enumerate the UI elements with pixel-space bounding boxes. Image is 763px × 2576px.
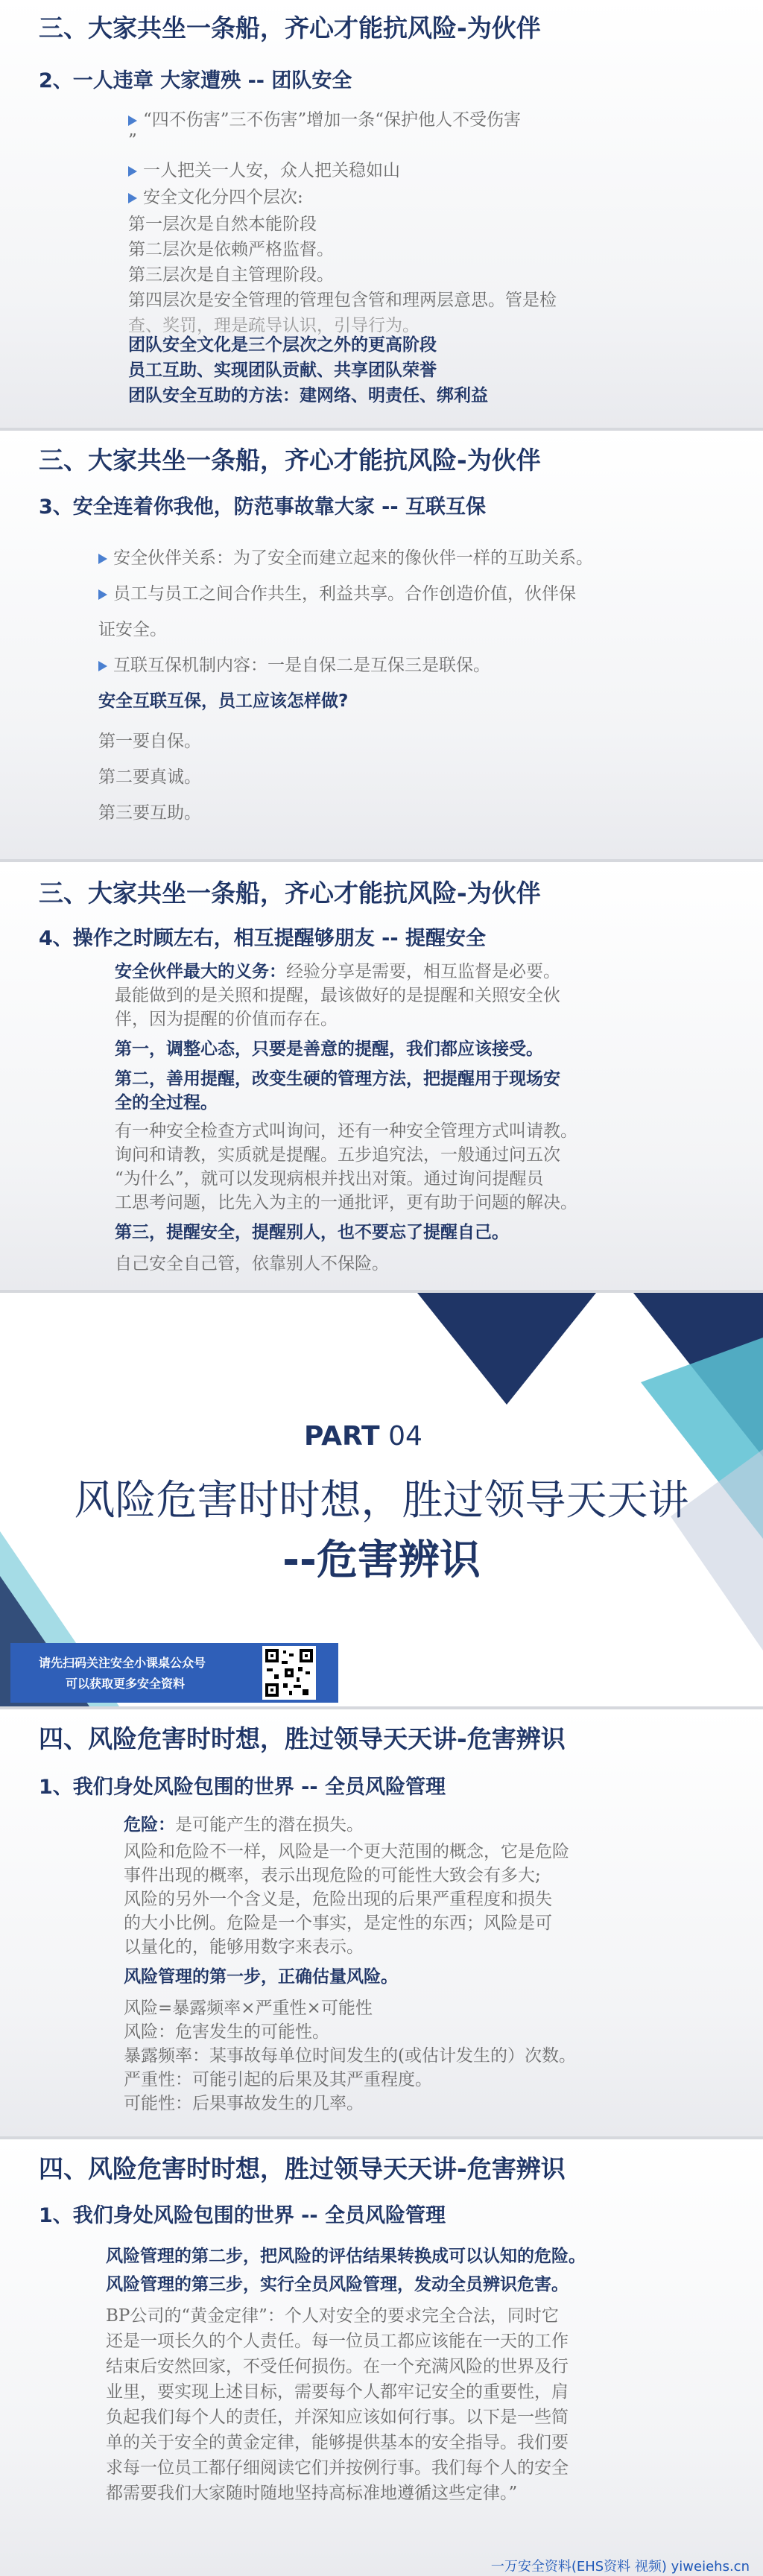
- bullet-line: 安全文化分四个层次:: [128, 183, 303, 208]
- text-line: 危险：是可能产生的潜在损失。: [124, 1814, 364, 1835]
- text-line: 结束后安然回家，不受任何损伤。在一个充满风险的世界及行: [106, 2357, 569, 2376]
- arrow-bullet-icon: [128, 166, 137, 177]
- text-line: 第三层次是自主管理阶段。: [128, 265, 334, 285]
- emphasis-line: 团队安全文化是三个层次之外的更高阶段: [128, 335, 437, 355]
- emphasis-line: 风险管理的第一步，正确估量风险。: [124, 1967, 398, 1987]
- text-line: 都需要我们大家随时随地坚持高标准地遵循这些定律。”: [106, 2484, 518, 2503]
- text-line: 查、奖罚，理是疏导认识，引导行为。: [128, 316, 420, 335]
- bullet-line: “四不伤害”三不伤害”增加一条“保护他人不受伤害: [128, 106, 521, 130]
- text-line: 第二要真诚。: [98, 768, 201, 787]
- slide-subtitle: 1、我们身处风险包围的世界 -- 全员风险管理: [39, 2204, 446, 2227]
- emphasis-line: 第二，善用提醒，改变生硬的管理方法，把提醒用于现场安: [115, 1069, 560, 1089]
- slide-subtitle: 3、安全连着你我他，防范事故靠大家 -- 互联互保: [39, 496, 486, 519]
- text-line: BP公司的“黄金定律”：个人对安全的要求完全合法，同时它: [106, 2306, 559, 2326]
- qr-code-icon[interactable]: [262, 1646, 316, 1700]
- text-line: ”: [128, 131, 137, 151]
- slide-title: 四、风险危害时时想，胜过领导天天讲-危害辨识: [39, 2154, 566, 2183]
- text-line: 安全伙伴最大的义务：经验分享是需要，相互监督是必要。: [115, 961, 560, 981]
- text-line: 风险：危害发生的可能性。: [124, 2022, 329, 2042]
- text-line: 风险和危险不一样，风险是一个更大范围的概念，它是危险: [124, 1842, 569, 1861]
- emphasis-line: 第三，提醒安全，提醒别人，也不要忘了提醒自己。: [115, 1223, 509, 1242]
- text-line: 的大小比例。危险是一个事实，是定性的东西；风险是可: [124, 1914, 552, 1933]
- slide-mutual-protection: [0, 431, 763, 859]
- text-line: 工思考问题，比先入为主的一通批评，更有助于问题的解决。: [115, 1193, 577, 1212]
- slide-team-safety: [0, 0, 763, 428]
- slide-risk-management: [0, 2139, 763, 2576]
- part-heading: 风险危害时时想，胜过领导天天讲: [74, 1476, 689, 1524]
- bullet-line: 员工与员工之间合作共生，利益共享。合作创造价值，伙伴保: [98, 580, 576, 604]
- qr-banner: [10, 1643, 338, 1703]
- slide-title: 三、大家共坐一条船，齐心才能抗风险-为伙伴: [39, 879, 541, 908]
- qr-text: 可以获取更多安全资料: [66, 1677, 186, 1691]
- emphasis-line: 风险管理的第二步，把风险的评估结果转换成可以认知的危险。: [106, 2247, 586, 2266]
- text-line: 第四层次是安全管理的管理包含管和理两层意思。管是检: [128, 291, 557, 310]
- text-line: 第一要自保。: [98, 732, 201, 751]
- part-label: PART 04: [304, 1421, 422, 1452]
- text-line: 风险=暴露频率×严重性×可能性: [124, 1999, 373, 2018]
- text-line: 有一种安全检查方式叫询问，还有一种安全管理方式叫请教。: [115, 1121, 577, 1141]
- arrow-bullet-icon: [98, 589, 107, 600]
- slide-reminder-safety: [0, 862, 763, 1290]
- slide-subtitle: 1、我们身处风险包围的世界 -- 全员风险管理: [39, 1776, 446, 1799]
- text-line: 风险的另外一个含义是，危险出现的后果严重程度和损失: [124, 1890, 552, 1909]
- emphasis-line: 第一，调整心态，只要是善意的提醒，我们都应该接受。: [115, 1039, 543, 1059]
- arrow-bullet-icon: [128, 193, 137, 203]
- slide-title: 三、大家共坐一条船，齐心才能抗风险-为伙伴: [39, 13, 541, 42]
- slide-title: 三、大家共坐一条船，齐心才能抗风险-为伙伴: [39, 446, 541, 475]
- slide-subtitle: 2、一人违章 大家遭殃 -- 团队安全: [39, 69, 352, 92]
- text-line: 还是一项长久的个人责任。每一位员工都应该能在一天的工作: [106, 2332, 569, 2351]
- slide-subtitle: 4、操作之时顾左右，相互提醒够朋友 -- 提醒安全: [39, 927, 486, 950]
- text-line: 可能性：后果事故发生的几率。: [124, 2094, 364, 2113]
- text-line: 询问和请教，实质就是提醒。五步追究法，一般通过问五次: [115, 1145, 560, 1165]
- part-subheading: --危害辨识: [282, 1536, 481, 1583]
- emphasis-line: 团队安全互助的方法：建网络、明责任、绑利益: [128, 386, 488, 405]
- text-line: 单的关于安全的黄金定律，能够提供基本的安全指导。我们要: [106, 2433, 569, 2452]
- text-line: 以量化的，能够用数字来表示。: [124, 1937, 364, 1957]
- arrow-bullet-icon: [98, 661, 107, 671]
- text-line: 业里，要实现上述目标，需要每个人都牢记安全的重要性，肩: [106, 2382, 569, 2402]
- bullet-line: 安全伙伴关系：为了安全而建立起来的像伙伴一样的互助关系。: [98, 544, 593, 569]
- text-line: 负起我们每个人的责任，并深知应该如何行事。以下是一些简: [106, 2408, 569, 2427]
- emphasis-line: 风险管理的第三步，实行全员风险管理，发动全员辨识危害。: [106, 2275, 569, 2294]
- text-line: 最能做到的是关照和提醒，最该做好的是提醒和关照安全伙: [115, 986, 560, 1005]
- slide-title: 四、风险危害时时想，胜过领导天天讲-危害辨识: [39, 1724, 566, 1753]
- text-line: 事件出现的概率，表示出现危险的可能性大致会有多大;: [124, 1866, 541, 1885]
- arrow-bullet-icon: [128, 115, 137, 126]
- emphasis-line: 安全互联互保，员工应该怎样做?: [98, 692, 349, 711]
- emphasis-line: 全的全过程。: [115, 1093, 218, 1113]
- watermark-footer[interactable]: 一万安全资料(EHS资料 视频) yiweiehs.cn: [490, 2559, 750, 2575]
- arrow-bullet-icon: [98, 554, 107, 564]
- text-line: 第一层次是自然本能阶段: [128, 215, 317, 234]
- text-line: 求每一位员工都仔细阅读它们并按例行事。我们每个人的安全: [106, 2458, 569, 2478]
- text-line: “为什么”，就可以发现病根并找出对策。通过询问提醒员: [115, 1169, 544, 1189]
- qr-text: 请先扫码关注安全小课桌公众号: [39, 1656, 206, 1670]
- text-line: 严重性：可能引起的后果及其严重程度。: [124, 2070, 432, 2089]
- bullet-line: 一人把关一人安，众人把关稳如山: [128, 156, 400, 181]
- part-cover-slide: [0, 1293, 763, 1706]
- text-line: 伴，因为提醒的价值而存在。: [115, 1010, 338, 1029]
- text-line: 自己安全自己管，依靠别人不保险。: [115, 1254, 389, 1273]
- text-line: 暴露频率：某事故每单位时间发生的(或估计发生的）次数。: [124, 2046, 576, 2066]
- bullet-line: 互联互保机制内容：一是自保二是互保三是联保。: [98, 651, 490, 676]
- text-line: 第三要互助。: [98, 803, 201, 823]
- emphasis-line: 员工互助、实现团队贡献、共享团队荣誉: [128, 361, 437, 380]
- text-line: 第二层次是依赖严格监督。: [128, 240, 334, 259]
- slide-risk-world: [0, 1709, 763, 2136]
- text-line: 证安全。: [98, 620, 167, 639]
